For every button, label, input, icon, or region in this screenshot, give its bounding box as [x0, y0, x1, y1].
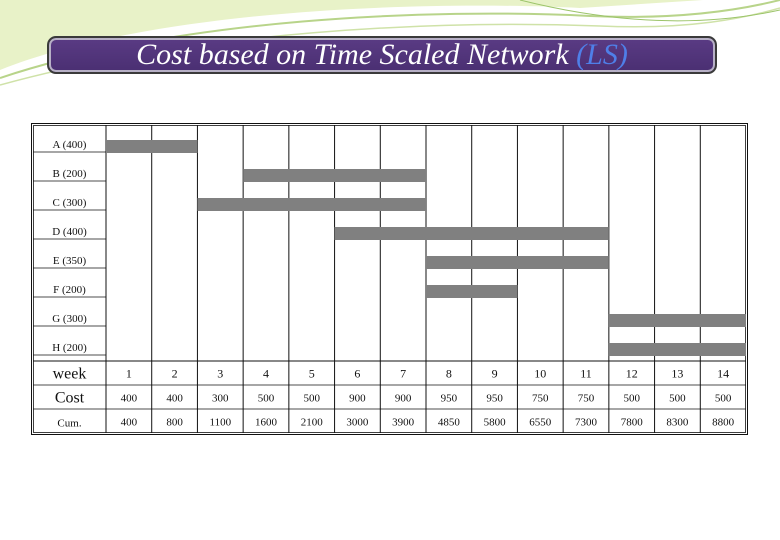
cum-cell: 4850 [437, 416, 460, 429]
cost-cell: 950 [440, 392, 458, 405]
weeks-cell: 3 [217, 366, 224, 381]
weeks-cell: 11 [580, 366, 592, 381]
cost-cell: 300 [212, 392, 229, 405]
cum-cell: 800 [166, 416, 183, 429]
cost-cell: 500 [257, 392, 275, 405]
cost-cell: 750 [577, 392, 595, 405]
cost-schedule-diagram [31, 123, 748, 435]
cum-cell: 1600 [255, 416, 277, 429]
activity-bar [243, 169, 426, 182]
cum-cell: 400 [120, 416, 138, 429]
cum-cell: 2100 [300, 416, 323, 429]
cost-cell: 400 [120, 392, 138, 405]
title-highlight: (LS) [576, 38, 628, 71]
activity-label: B (200) [52, 168, 87, 180]
cum-cell: 8300 [666, 416, 689, 429]
cost-cell: 400 [166, 392, 183, 405]
cum-cell: 7800 [620, 416, 643, 429]
cost-cell: 500 [669, 392, 686, 405]
schedule-grid [31, 123, 748, 435]
activity-label: H (200) [52, 342, 87, 354]
weeks-cell: 8 [445, 366, 452, 381]
slide-title [47, 36, 717, 74]
activity-label: D (400) [52, 226, 87, 238]
weeks-cell: 4 [263, 366, 269, 381]
cum-cell: 8800 [712, 416, 735, 429]
cost-cell: 500 [623, 392, 640, 405]
activity-bar [335, 227, 609, 240]
weeks-cell: 7 [400, 366, 407, 381]
cost-cell: 750 [532, 392, 549, 405]
cum-cell: 7300 [575, 416, 597, 429]
weeks-cell: 5 [308, 366, 315, 381]
cum-row-label: Cum. [57, 417, 82, 430]
title-text: Cost based on Time Scaled Network [136, 38, 569, 71]
cost-cell: 900 [349, 392, 366, 405]
cost-cell: 900 [394, 392, 412, 405]
weeks-cell: 14 [717, 366, 730, 381]
cost-cell: 500 [714, 392, 732, 405]
cum-cell: 3000 [346, 416, 369, 429]
weeks-cell: 2 [171, 366, 178, 381]
cum-cell: 3900 [392, 416, 415, 429]
activity-label: F (200) [53, 284, 86, 296]
activity-label: G (300) [52, 313, 87, 325]
activity-bar [106, 140, 197, 153]
weeks-cell: 1 [125, 366, 132, 381]
activity-bar [426, 256, 609, 269]
weeks-cell: 10 [534, 366, 547, 381]
weeks-cell: 9 [491, 366, 498, 381]
activity-label: C (300) [52, 197, 87, 209]
cum-cell: 1100 [209, 416, 232, 429]
weeks-cell: 12 [625, 366, 638, 381]
weeks-row-label: week [52, 365, 87, 383]
activity-bar [609, 314, 746, 327]
weeks-cell: 6 [354, 366, 361, 381]
cost-cell: 500 [303, 392, 320, 405]
activity-label: A (400) [52, 139, 87, 151]
activity-label: E (350) [52, 255, 87, 267]
activity-bar [609, 343, 746, 356]
activity-bar [426, 285, 517, 298]
cost-cell: 950 [486, 392, 503, 405]
cum-cell: 6550 [529, 416, 552, 429]
cost-row-label: Cost [54, 389, 85, 407]
weeks-cell: 13 [671, 366, 684, 381]
cum-cell: 5800 [483, 416, 506, 429]
activity-bar [197, 198, 426, 211]
